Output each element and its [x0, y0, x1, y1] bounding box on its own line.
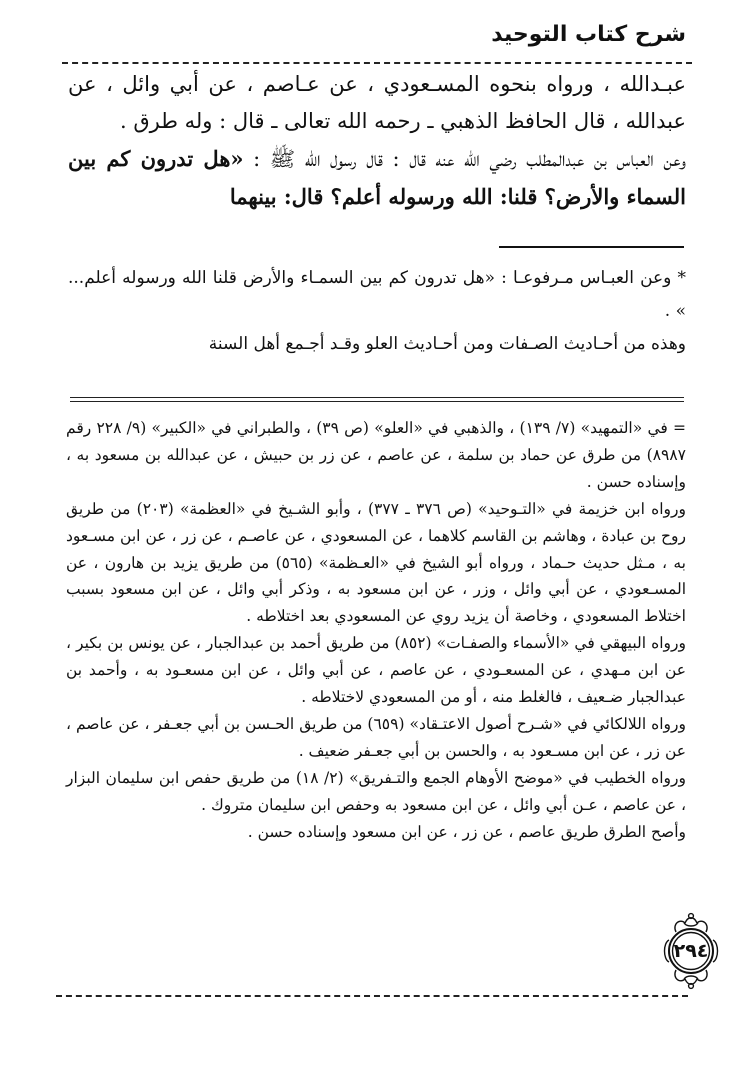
footnote-text — [68, 262, 686, 361]
notes-separator-top — [70, 397, 684, 398]
running-header-title: شرح كتاب التوحيد — [491, 22, 686, 47]
main-paragraph-1: عبـدالله ، ورواه بنحوه المسـعودي ، عن عـاصم ، عن أبي وائل ، عن عبدالله ، قال الحافظ الذهبي ـ رحمه الله تعالى ـ قال : وله طرق . — [68, 72, 686, 133]
main-text — [68, 66, 686, 216]
header-dashed-rule — [62, 62, 692, 64]
footer-dashed-rule — [56, 995, 688, 997]
main-paragraph-2 — [68, 140, 686, 216]
notes-paragraph-4: ورواه اللالكائي في «شـرح أصول الاعتـقاد» (٦٥٩) من طريق الحـسن بن أبي جعـفر ، عن عاصم ، عن زر ، عن ابن مسـعود به ، والحسن بن أبي جعـفر ضعيف . — [66, 714, 686, 760]
page-number-badge — [654, 910, 728, 992]
footnote-paragraph-2: وهذه من أحـاديث الصـفات ومن أحـاديث العلو وقـد أجـمع أهل السنة — [208, 334, 686, 354]
page-number: ٢٩٤ — [673, 940, 709, 962]
notes-separator-bottom — [70, 401, 684, 402]
takhrij-notes — [66, 415, 686, 846]
hadith-quote: «هل تدرون كم بين السماء والأرض؟ قلنا: الله ورسوله أعلم؟ قال: بينهما — [68, 146, 686, 209]
notes-paragraph-3: ورواه البيهقي في «الأسماء والصفـات» (٨٥٢) من طريق أحمد بن عبدالجبار ، عن يونس بن بكير ، عن ابن مـهدي ، عن المسعـودي ، عن عاصم ، عن أبي وائل ، عن ابن مسعـود به ، وأحمد بن عبدالجبار ضـعيف ، فالغلط منه ، أو من المسعودي لاختلاطه . — [66, 634, 686, 707]
notes-paragraph-6: وأصح الطرق طريق عاصم ، عن زر ، عن ابن مسعود وإسناده حسن . — [247, 822, 686, 841]
notes-paragraph-2: ورواه ابن خزيمة في «التـوحيد» (ص ٣٧٦ ـ ٣٧٧) ، وأبو الشـيخ في «العظمة» (٢٠٣) من طريق روح بن عبادة ، وهاشم بن القاسم كلاهما ، عن المسعودي ، عن عاصـم ، عن زر ، عن ابن مسـعود به ، مـثل حديث حـماد ، ورواه أبو الشيخ في «العـظمة» (٥٦٥) من طريق يزيد بن هارون ، عن المسـعودي ، عن أبي وائل ، وزر ، عن ابن مسعود به ، وذكر أبي وائل ، عن ابن مسعود بسبب اختلاط المسعودي ، وخاصة أن يزيد روي عن المسعودي بعد اختلاطه . — [66, 499, 686, 626]
footnote-paragraph-1: * وعن العبـاس مـرفوعـا : «هل تدرون كم بين السمـاء والأرض قلنا الله ورسوله أعلم... » . — [68, 268, 686, 321]
notes-paragraph-1: = في «التمهيد» (٧/ ١٣٩) ، والذهبي في «العلو» (ص ٣٩) ، والطبراني في «الكبير» (٩/ ٢٢٨ رقم ٨٩٨٧) من طرق عن حماد بن سلمة ، عن عاصم ، عن زر بن حبيش ، عن عبدالله بن مسعود به ، وإسناده حسن . — [66, 419, 687, 491]
notes-paragraph-5: ورواه الخطيب في «موضح الأوهام الجمع والتـفريق» (٢/ ١٨) من طريق حفص ابن سليمان البزار ، عن عاصم ، عـن أبي وائل ، عن ابن مسعود به وحفص ابن سليمان متروك . — [66, 768, 686, 814]
footnote-separator — [499, 246, 684, 248]
main-paragraph-2-intro: وعن العباس بن عبدالمطلب رضي الله عنه قال : قال رسول الله ﷺ : — [253, 147, 686, 171]
